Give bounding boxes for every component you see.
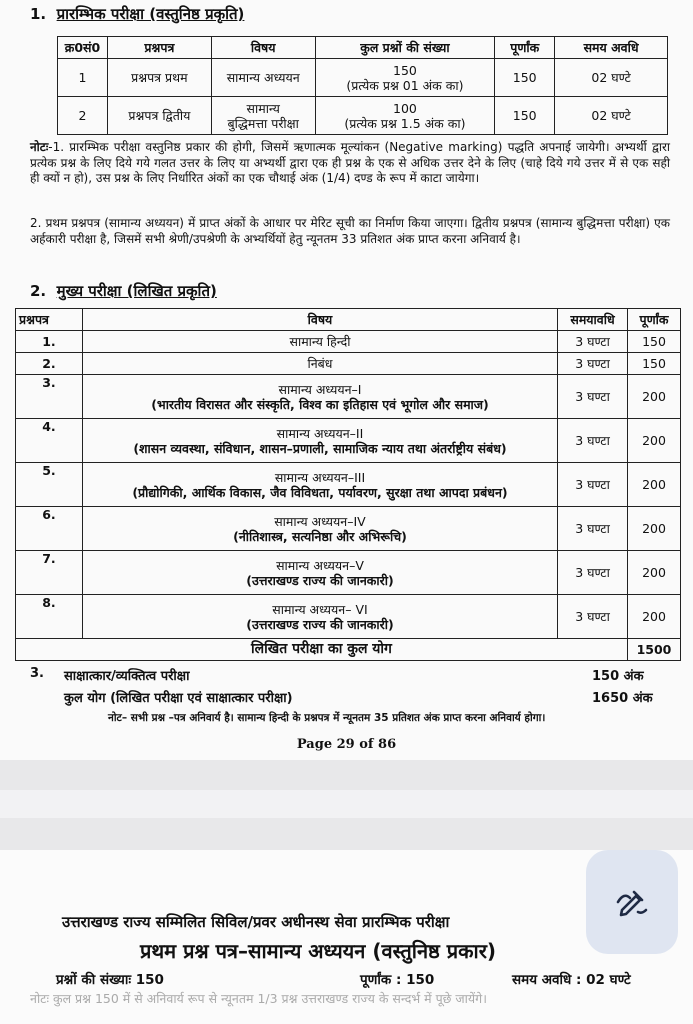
page2-marks: पूर्णांक : 150 — [360, 972, 435, 988]
section3-number: 3. — [30, 666, 44, 681]
header-marks: पूर्णांक — [628, 309, 681, 331]
total-value: 1500 — [628, 639, 681, 661]
subject-line1: सामान्य — [246, 100, 280, 116]
table-row — [16, 375, 681, 419]
table-row — [58, 97, 668, 135]
section2-number: 2. — [30, 282, 47, 300]
cell-marks: 150 — [495, 97, 555, 135]
section1-heading — [30, 4, 244, 24]
cell-marks: 150 — [495, 59, 555, 97]
note-text-2: 2. प्रथम प्रश्नपत्र (सामान्य अध्ययन) में प्राप्त अंकों के आधार पर मेरिट सूची का निर्माण किया जाएगा। द्वितीय प्रश्नपत्र (सामान्य बुद्धिमत्ता परीक्षा) एक अर्हकारी परीक्षा है, जिसमें सभी श्रेणी/उपश्रेणी के अभ्यर्थियों हेतु न्यूनतम 33 प्रतिशत अंक प्राप्त करना अनिवार्य है। — [30, 216, 670, 246]
page2-note: नोटः कुल प्रश्न 150 में से अनिवार्य रूप से न्यूनतम 1/3 प्रश्न उत्तराखण्ड राज्य के सन्दर्भ में पूछे जायेंगे। — [30, 991, 487, 1006]
cell-subject — [82, 507, 557, 551]
cell-marks: 150 — [628, 353, 681, 375]
table-row — [16, 507, 681, 551]
cell-no: 6. — [16, 507, 83, 551]
cell-paper: प्रश्नपत्र द्वितीय — [107, 97, 211, 135]
page-number: Page 29 of 86 — [296, 737, 397, 752]
total-row — [16, 639, 681, 661]
cell-time: 02 घण्टे — [555, 97, 668, 135]
cell-marks: 150 — [628, 331, 681, 353]
cell-paper: प्रश्नपत्र प्रथम — [107, 59, 211, 97]
header-paper: प्रश्नपत्र — [107, 37, 211, 59]
subject-detail: (भारतीय विरासत और संस्कृति, विश्व का इतिहास एवं भूगोल और समाज) — [151, 396, 489, 412]
page2-question-count: प्रश्नों की संख्याः 150 — [56, 972, 164, 988]
cell-marks: 200 — [628, 419, 681, 463]
cell-time: 3 घण्टा — [558, 375, 628, 419]
mains-note: नोट– सभी प्रश्न –पत्र अनिवार्य है। सामान्य हिन्दी के प्रश्नपत्र में न्यूनतम 35 प्रतिशत अंक प्राप्त करना अनिवार्य होगा। — [108, 712, 546, 724]
section1-title: प्रारम्भिक परीक्षा (वस्तुनिष्ठ प्रकृति) — [56, 5, 245, 23]
page2-title-1: उत्तराखण्ड राज्य सम्मिलित सिविल/प्रवर अधीनस्थ सेवा प्रारम्भिक परीक्षा — [62, 913, 450, 931]
cell-no: 7. — [16, 551, 83, 595]
prelim-note-2 — [30, 216, 670, 247]
cell-time: 3 घण्टा — [558, 551, 628, 595]
prelim-note-1 — [30, 140, 670, 187]
cell-marks: 200 — [628, 463, 681, 507]
page2-title-2: प्रथम प्रश्न पत्र–सामान्य अध्ययन (वस्तुनिष्ठ प्रकार) — [140, 939, 497, 963]
cell-marks: 200 — [628, 507, 681, 551]
edit-pen-icon — [612, 882, 652, 922]
note-label: नोटः — [30, 140, 49, 154]
cell-no: 5. — [16, 463, 83, 507]
cell-time: 3 घण्टा — [558, 595, 628, 639]
mains-table-header — [16, 309, 681, 331]
interview-label: साक्षात्कार/व्यक्तित्व परीक्षा — [64, 669, 190, 684]
mains-table — [15, 308, 681, 661]
cell-no: 3. — [16, 375, 83, 419]
subject-detail: (नीतिशास्त्र, सत्यनिष्ठा और अभिरूचि) — [233, 528, 407, 544]
cell-subject: सामान्य हिन्दी — [82, 331, 557, 353]
cell-subject: निबंध — [82, 353, 557, 375]
cell-subject: सामान्य अध्ययन — [211, 59, 315, 97]
subject-title: सामान्य अध्ययन–III — [274, 469, 366, 485]
header-marks: पूर्णांक — [495, 37, 555, 59]
count-note: (प्रत्येक प्रश्न 1.5 अंक का) — [344, 115, 466, 131]
count-value: 100 — [393, 100, 417, 116]
cell-time: 3 घण्टा — [558, 419, 628, 463]
total-label: लिखित परीक्षा का कुल योग — [16, 639, 628, 661]
cell-marks: 200 — [628, 551, 681, 595]
subject-title: सामान्य अध्ययन–I — [278, 381, 362, 397]
subject-title: सामान्य अध्ययन–II — [276, 425, 364, 441]
edit-fab-button[interactable] — [586, 850, 678, 954]
subject-detail: (प्रौद्योगिकी, आर्थिक विकास, जैव विविधता, पर्यावरण, सुरक्षा तथा आपदा प्रबंधन) — [132, 484, 508, 500]
prelim-table — [57, 36, 668, 135]
cell-no: 4. — [16, 419, 83, 463]
subject-detail: (उत्तराखण्ड राज्य की जानकारी) — [246, 616, 394, 632]
cell-no: 2. — [16, 353, 83, 375]
cell-subject — [82, 463, 557, 507]
section1-number: 1. — [30, 5, 47, 23]
page-gap-stripe — [0, 790, 693, 818]
header-subject: विषय — [211, 37, 315, 59]
subject-title: सामान्य अध्ययन–V — [276, 557, 364, 573]
count-value: 150 — [393, 62, 417, 78]
header-sno: क्र0सं0 — [58, 37, 108, 59]
cell-time: 02 घण्टे — [555, 59, 668, 97]
cell-marks: 200 — [628, 375, 681, 419]
cell-subject — [211, 97, 315, 135]
table-row — [16, 353, 681, 375]
header-paper: प्रश्नपत्र — [16, 309, 83, 331]
subject-detail: (शासन व्यवस्था, संविधान, शासन–प्रणाली, सामाजिक न्याय तथा अंतर्राष्ट्रीय संबंध) — [133, 440, 507, 456]
table-row — [58, 59, 668, 97]
cell-subject — [82, 551, 557, 595]
cell-count — [315, 97, 495, 135]
page-gap — [0, 760, 693, 850]
count-note: (प्रत्येक प्रश्न 01 अंक का) — [346, 77, 464, 93]
cell-sno: 1 — [58, 59, 108, 97]
note-text-1: -1. प्रारम्भिक परीक्षा वस्तुनिष्ठ प्रकार की होगी, जिसमें ऋणात्मक मूल्यांकन (Negative marking) पद्धति अपनाई जायेगी। अभ्यर्थी द्वारा प्रत्येक प्रश्न के लिए दिये गये गलत उत्तर के लिए या अभ्यर्थी द्वारा एक ही प्रश्न के एक से अधिक उत्तर देने के लिए (चाहे दिये गये उत्तर में से एक सही ही क्यों न हो), उस प्रश्न के लिए निर्धारित अंकों का एक चौथाई अंक (1/4) दण्ड के रूप में काटा जायेगा। — [30, 140, 670, 185]
grand-total-label: कुल योग (लिखित परीक्षा एवं साक्षात्कार परीक्षा) — [64, 691, 293, 706]
cell-sno: 2 — [58, 97, 108, 135]
section2-title: मुख्य परीक्षा (लिखित प्रकृति) — [56, 282, 217, 300]
subject-title: सामान्य अध्ययन–IV — [274, 513, 366, 529]
table-row — [16, 331, 681, 353]
page2-time: समय अवधि : 02 घण्टे — [512, 972, 631, 988]
prelim-table-header — [58, 37, 668, 59]
cell-marks: 200 — [628, 595, 681, 639]
table-row — [16, 463, 681, 507]
cell-no: 1. — [16, 331, 83, 353]
cell-time: 3 घण्टा — [558, 331, 628, 353]
subject-line2: बुद्धिमत्ता परीक्षा — [227, 115, 299, 131]
header-count: कुल प्रश्नों की संख्या — [315, 37, 495, 59]
cell-subject — [82, 595, 557, 639]
cell-time: 3 घण्टा — [558, 507, 628, 551]
table-row — [16, 595, 681, 639]
cell-subject — [82, 375, 557, 419]
interview-value: 150 अंक — [592, 669, 644, 684]
subject-detail: (उत्तराखण्ड राज्य की जानकारी) — [246, 572, 394, 588]
header-time: समय अवधि — [555, 37, 668, 59]
header-time: समयावधि — [558, 309, 628, 331]
grand-total-value: 1650 अंक — [592, 691, 653, 706]
cell-subject — [82, 419, 557, 463]
cell-count — [315, 59, 495, 97]
section2-heading — [30, 281, 217, 301]
table-row — [16, 551, 681, 595]
table-row — [16, 419, 681, 463]
header-subject: विषय — [82, 309, 557, 331]
cell-no: 8. — [16, 595, 83, 639]
subject-title: सामान्य अध्ययन– VI — [272, 601, 368, 617]
cell-time: 3 घण्टा — [558, 353, 628, 375]
cell-time: 3 घण्टा — [558, 463, 628, 507]
